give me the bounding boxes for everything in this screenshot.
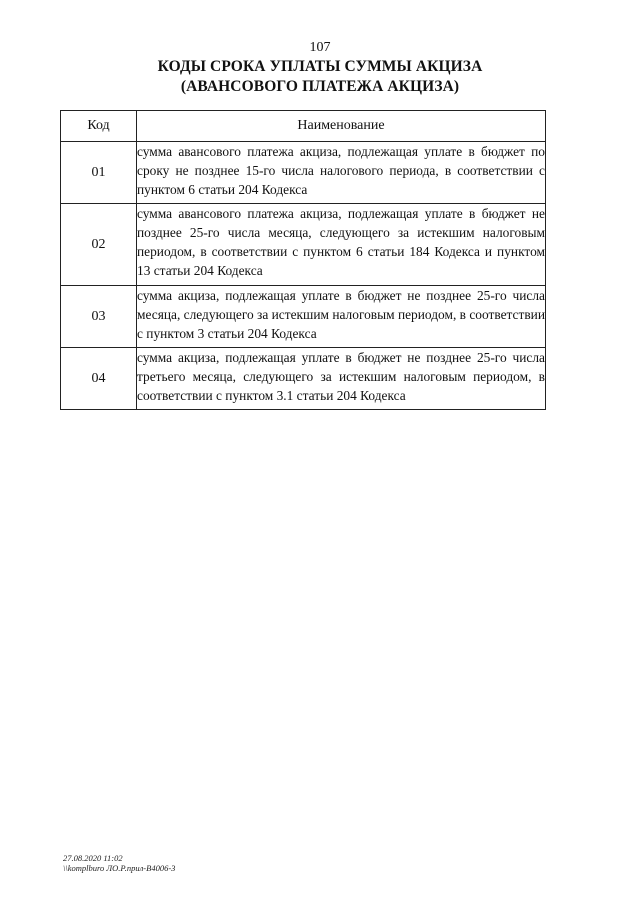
title-line-1: КОДЫ СРОКА УПЛАТЫ СУММЫ АКЦИЗА: [157, 58, 483, 75]
header-name: Наименование: [137, 111, 546, 142]
row-name: сумма авансового платежа акциза, подлежащая уплате в бюджет не позднее 25-го числа месяца, следующего за истекшим налоговым периодом, в соответствии с пунктом 6 статьи 184 Кодекса и пунктом 13 статьи 204 Кодекса: [137, 204, 546, 286]
table-header-row: [61, 111, 546, 142]
row-code: 03: [61, 286, 137, 348]
footer: [63, 853, 175, 873]
row-code: 04: [61, 348, 137, 410]
footer-timestamp: 27.08.2020 11:02: [63, 853, 123, 863]
document-title: [0, 57, 640, 97]
row-name: сумма авансового платежа акциза, подлежащая уплате в бюджет по сроку не позднее 15-го числа налогового периода, в соответствии с пунктом 6 статьи 204 Кодекса: [137, 142, 546, 204]
footer-file-path: \\komplburo ЛО.Р.прил-В4006-3: [63, 863, 176, 873]
row-code: 02: [61, 204, 137, 286]
title-line-2: (АВАНСОВОГО ПЛАТЕЖА АКЦИЗА): [180, 78, 460, 95]
table-row: [61, 348, 546, 410]
table-row: [61, 142, 546, 204]
table-row: [61, 204, 546, 286]
row-code: 01: [61, 142, 137, 204]
row-name: сумма акциза, подлежащая уплате в бюджет не позднее 25-го числа месяца, следующего за истекшим налоговым периодом, в соответствии с пунктом 3 статьи 204 Кодекса: [137, 286, 546, 348]
row-name: сумма акциза, подлежащая уплате в бюджет не позднее 25-го числа третьего месяца, следующего за истекшим налоговым периодом, в соответствии с пунктом 3.1 статьи 204 Кодекса: [137, 348, 546, 410]
header-code: Код: [61, 111, 137, 142]
table-row: [61, 286, 546, 348]
page-number: 107: [309, 40, 331, 55]
codes-table: [60, 110, 546, 410]
